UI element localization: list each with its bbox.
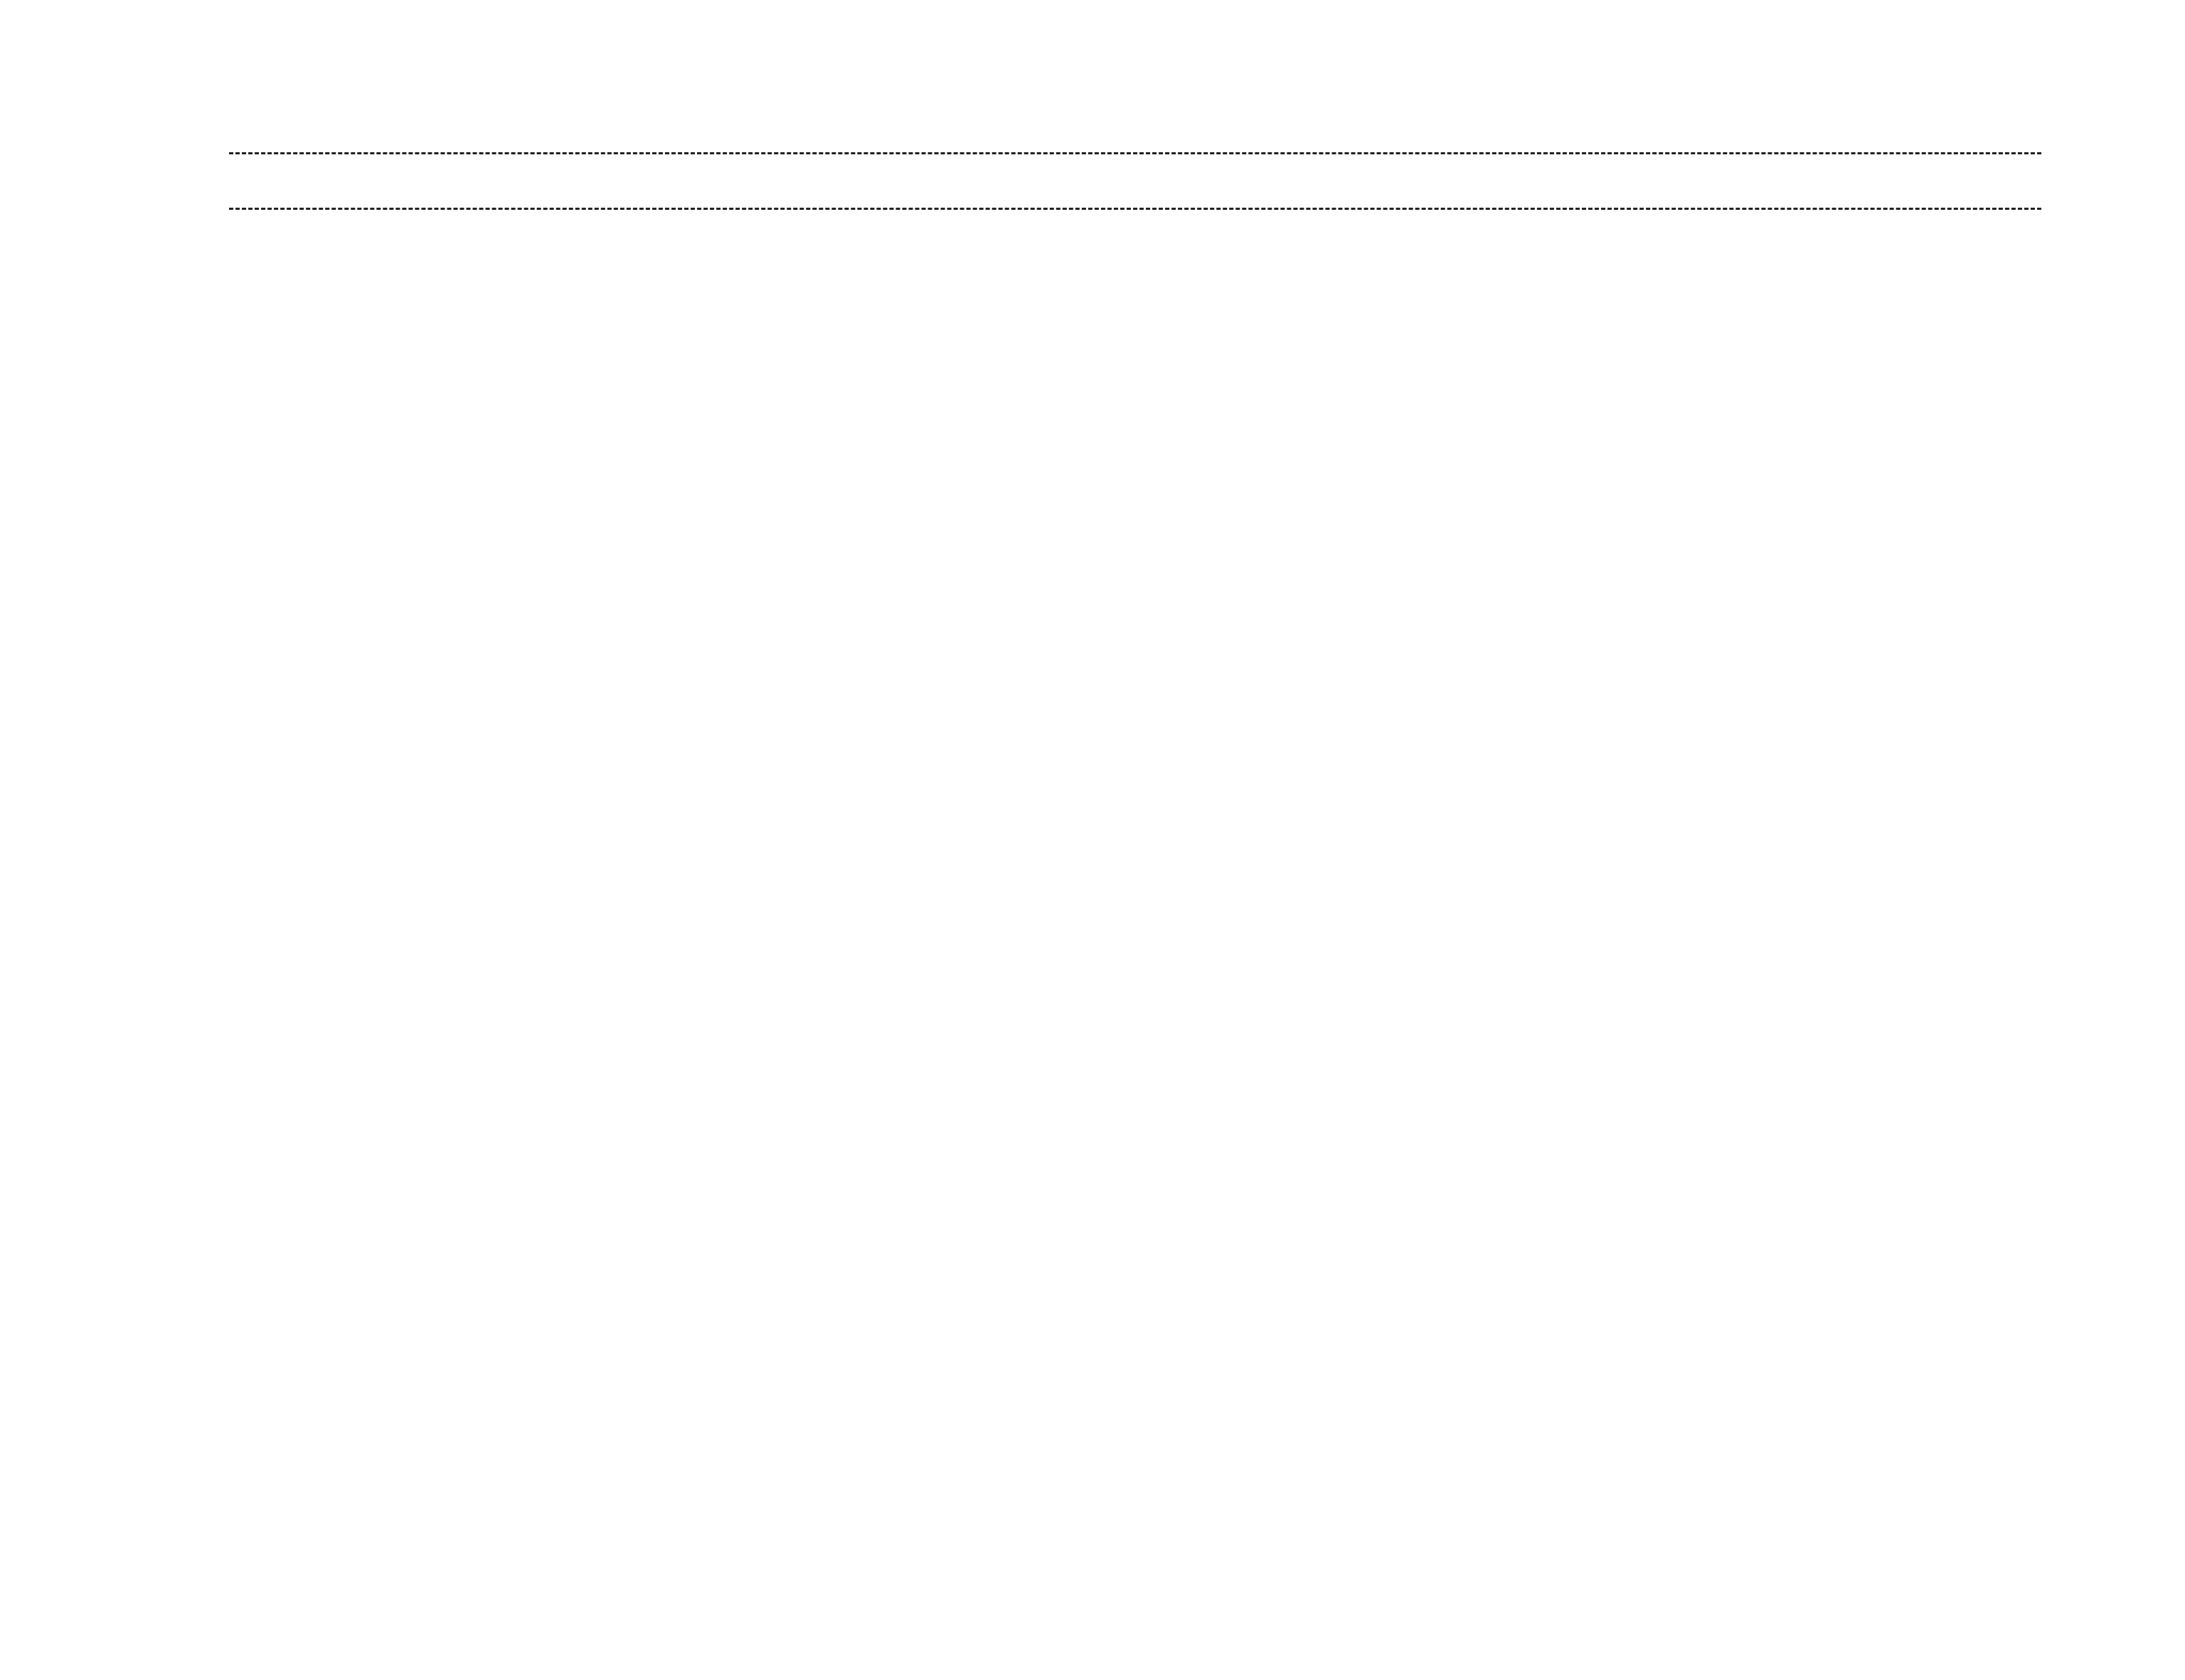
- column-header-row: [0, 166, 2185, 198]
- header-bottom-rule: [229, 208, 2041, 210]
- top-rule: [229, 152, 2041, 154]
